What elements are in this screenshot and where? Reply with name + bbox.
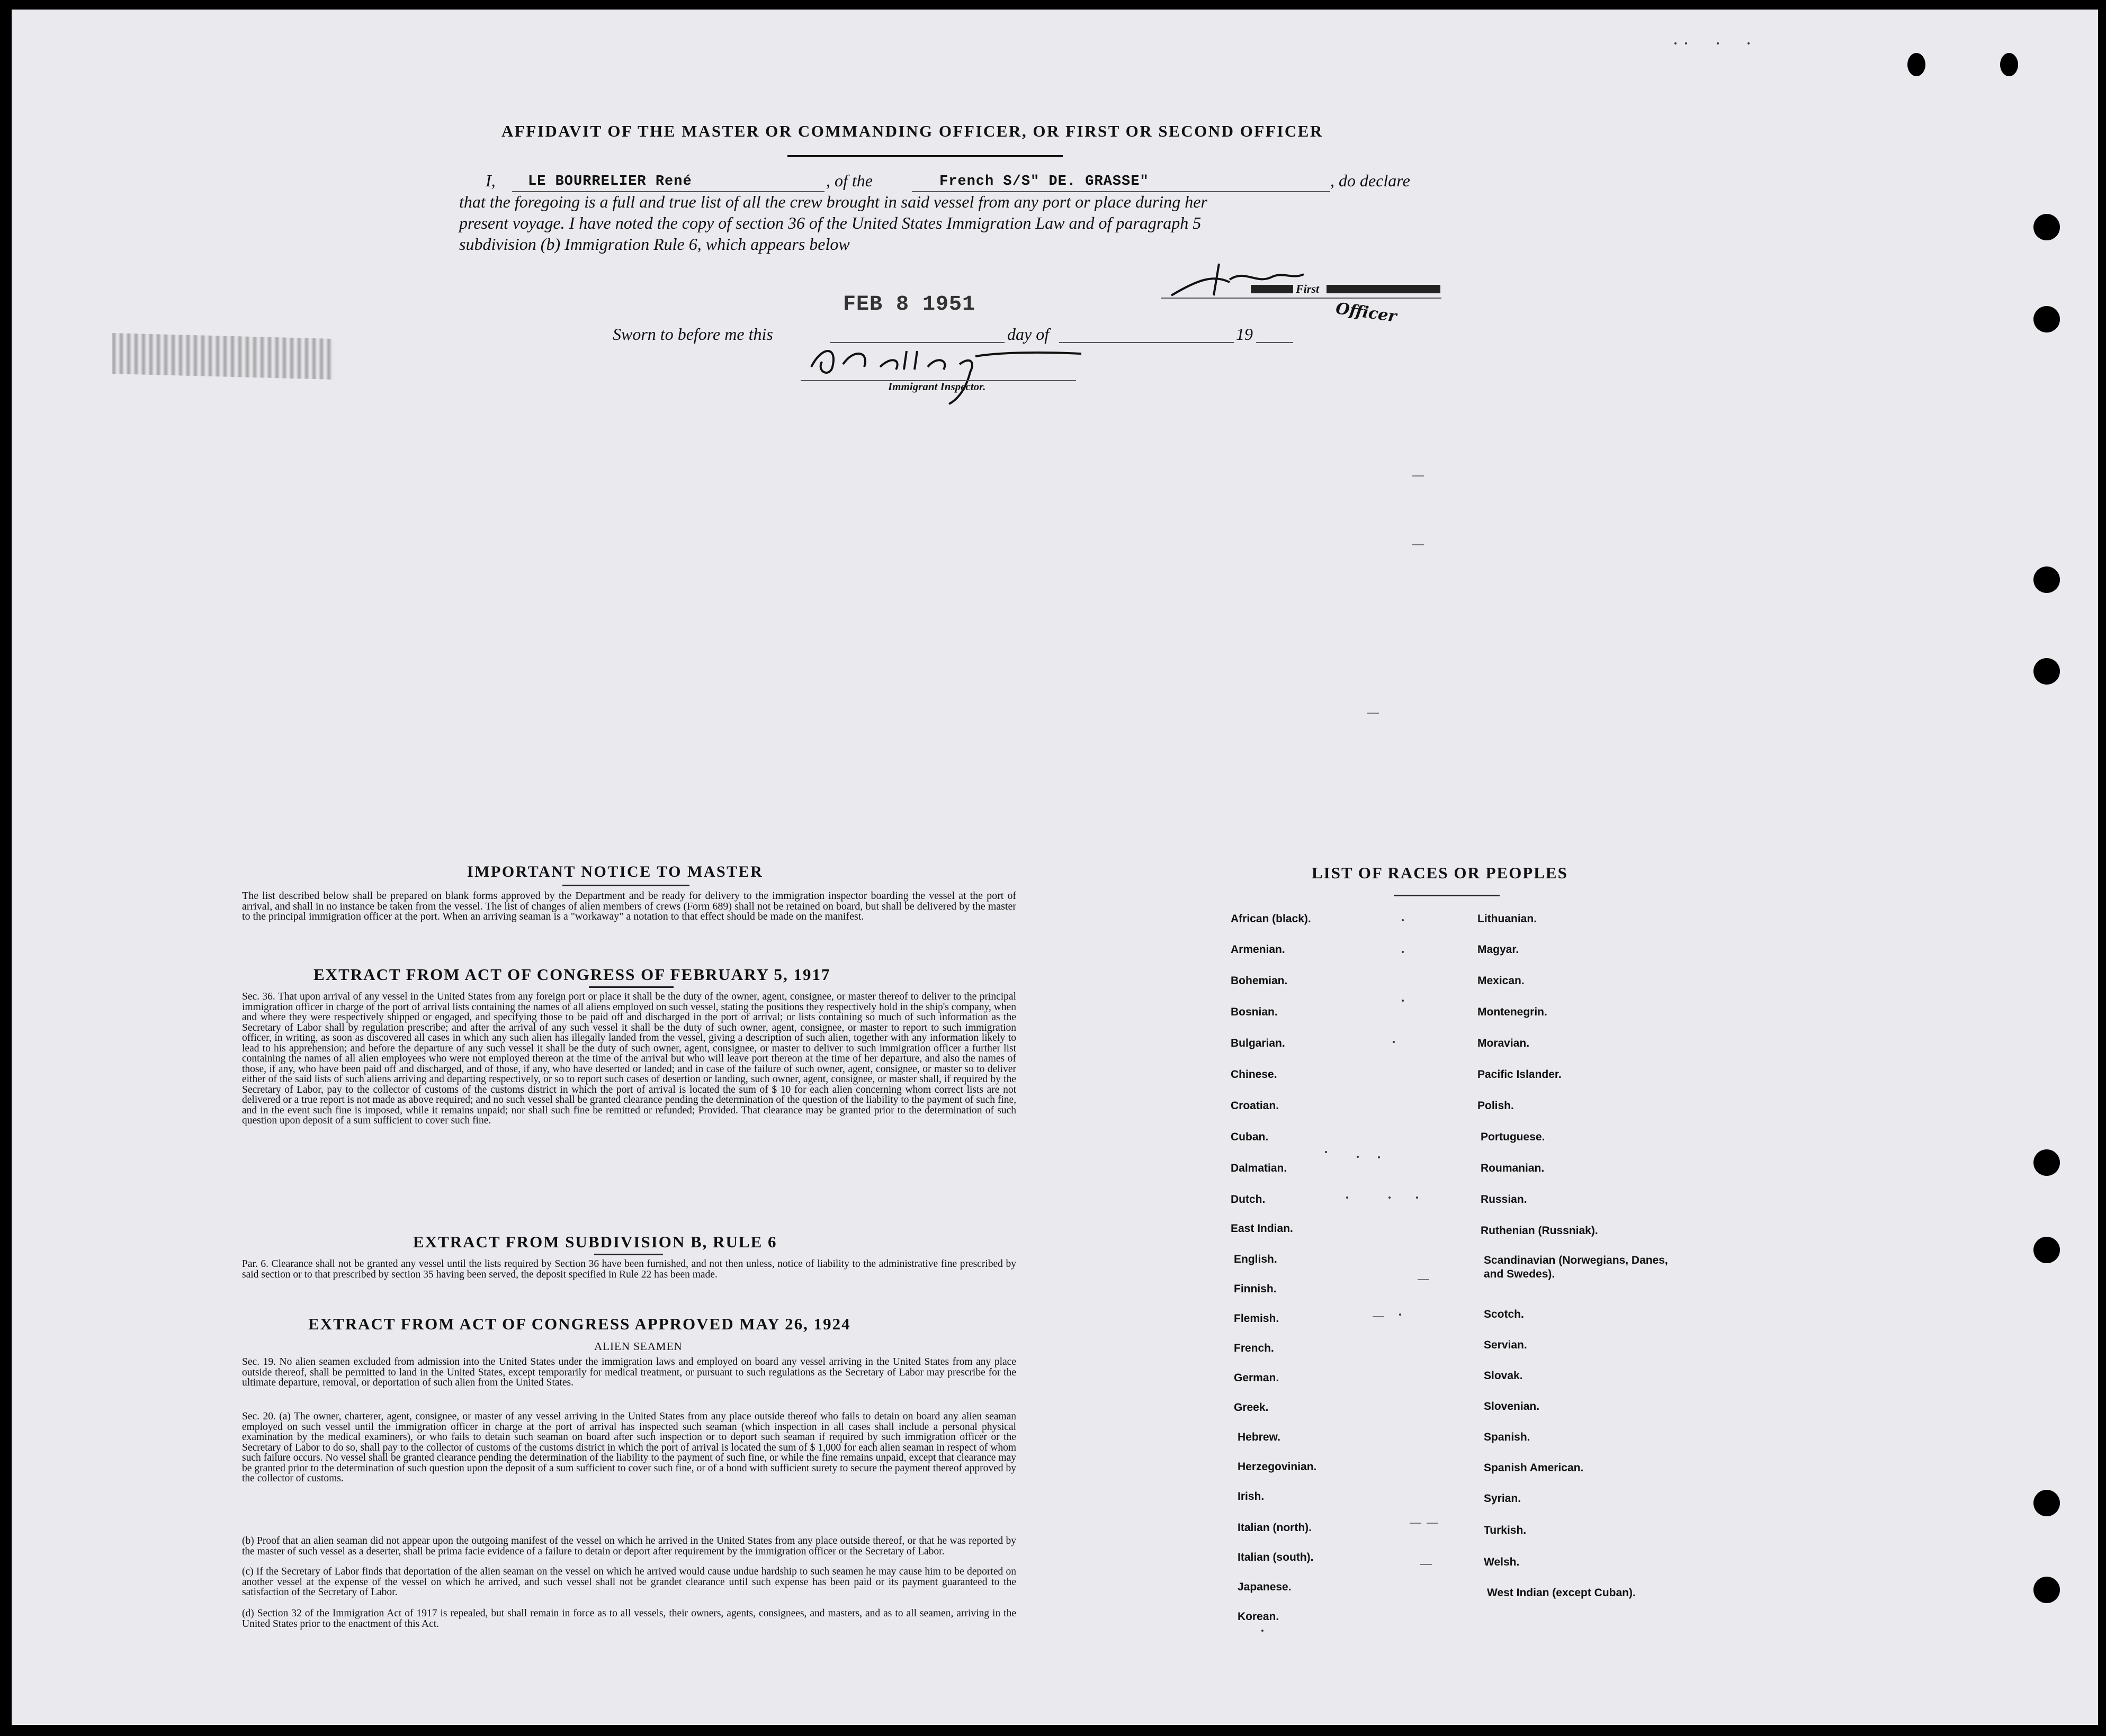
vessel-name-field: French S/S" DE. GRASSE" (939, 174, 1149, 190)
races-title: LIST OF RACES OR PEOPLES (1312, 863, 1568, 882)
race-left-item: Greek. (1234, 1401, 1269, 1414)
document-sheet (12, 10, 2098, 1725)
race-right-item: Portuguese. (1481, 1131, 1545, 1143)
race-left-item: Irish. (1238, 1490, 1265, 1503)
notice-underline (562, 885, 689, 886)
race-right-item: Syrian. (1484, 1492, 1521, 1505)
stray-dot (1747, 42, 1750, 44)
race-left-item: Cuban. (1231, 1131, 1269, 1143)
sec-20c-body: (c) If the Secretary of Labor finds that deportation of the alien seaman on the vessel on which he arrived would cause undue hardship to such seamen he may cause him to be deported on another vessel at the expense of the vessel on which he arrived, and such vessel shall not be grandet clearance until such expense has been paid or its payment guaranteed to the satisfaction of the Secretary of Labor. (242, 1566, 1016, 1598)
do-declare-text: , do declare (1330, 171, 1410, 190)
punch-hole (2033, 306, 2060, 332)
race-left-item: Korean. (1238, 1611, 1279, 1623)
stray-dot (1357, 1156, 1359, 1158)
race-left-item: English. (1234, 1253, 1277, 1265)
sec-20b-body: (b) Proof that an alien seaman did not appear upon the outgoing manifest of the vessel on which he arrived in the United States from any place outside thereof, or that he was reported by the master of such vessel as a deserter, shall be prima facie evidence of a failure to detain or deport after requirement by the immigration officer or the Secretary of Labor. (242, 1535, 1016, 1557)
race-left-item: Herzegovinian. (1238, 1461, 1317, 1473)
punch-hole (2000, 53, 2018, 76)
year-rule (1256, 342, 1293, 343)
race-right-item: Pacific Islander. (1477, 1068, 1562, 1081)
stray-dot (1261, 1630, 1263, 1632)
race-left-item: Bosnian. (1231, 1006, 1278, 1018)
race-left-item: French. (1234, 1342, 1274, 1354)
faint-marks (112, 327, 335, 385)
stray-dot (1325, 1151, 1327, 1153)
alien-seamen-subtitle: ALIEN SEAMEN (594, 1340, 683, 1353)
race-right-item: Roumanian. (1481, 1162, 1545, 1174)
stray-dot (1402, 951, 1404, 953)
of-the-text: , of the (826, 171, 873, 190)
affidavit-i: I, (486, 171, 496, 190)
race-right-item: Servian. (1484, 1339, 1527, 1351)
race-left-item: Croatian. (1231, 1100, 1279, 1112)
sworn-text: Sworn to before me this (613, 325, 773, 344)
race-right-item: Slovenian. (1484, 1400, 1540, 1413)
extract-2-body: Par. 6. Clearance shall not be granted any vessel until the lists required by Section 36 have been furnished, and not then unless, notice of liability to the administrative fine prescribed by said section or to that prescribed by section 35 having been served, the deposit specified in Rule 22 has been made. (242, 1258, 1016, 1280)
day-of-text: day of (1007, 325, 1050, 344)
race-left-item: Finnish. (1234, 1283, 1277, 1295)
affidavit-line-4: subdivision (b) Immigration Rule 6, which appears below (459, 235, 850, 254)
race-right-item: Turkish. (1484, 1524, 1527, 1536)
race-left-item: Italian (north). (1238, 1522, 1312, 1534)
affidavit-line-2: that the foregoing is a full and true list of all the crew brought in said vessel from any port or place during her (459, 192, 1207, 211)
year-prefix-text: 19 (1236, 325, 1253, 344)
punch-hole (2033, 1237, 2060, 1263)
race-right-item: Scotch. (1484, 1308, 1524, 1320)
punch-hole (2033, 1149, 2060, 1176)
stray-dash (1412, 544, 1424, 545)
punch-hole (2033, 566, 2060, 593)
stray-dash (1367, 713, 1379, 714)
inspector-caption: Immigrant Inspector. (888, 380, 986, 393)
race-right-item: Ruthenian (Russniak). (1481, 1225, 1598, 1237)
stray-dash (1410, 1523, 1421, 1524)
sec-19-body: Sec. 19. No alien seamen excluded from admission into the United States under the immigration laws and employed on board any vessel arriving in the United States from any place outside thereof, shall be permitted to land in the United States, except temporarily for medical treatment, or pursuant to such regulations as the Secretary of Labor may prescribe for the ultimate departure, removal, or deportation of such alien from the United States. (242, 1356, 1016, 1388)
extract-2-title: EXTRACT FROM SUBDIVISION B, RULE 6 (413, 1233, 777, 1251)
race-right-item: Slovak. (1484, 1370, 1523, 1382)
stray-dot (1717, 42, 1719, 44)
notice-intro: The list described below shall be prepared on blank forms approved by the Department and be ready for delivery to the immigration inspector boarding the vessel at the port of arrival, and shall in no instance be taken from the vessel. The list of changes of alien members of crews (Form 689) shall not be retained on board, but shall be delivered by the master to the principal immigration officer at the port. When an arriving seaman is a "workaway" a notation to that effect should be made on the manifest. (242, 890, 1016, 922)
race-right-item: Russian. (1481, 1193, 1527, 1206)
stray-dash (1373, 1316, 1384, 1317)
stray-dash (1420, 1564, 1432, 1565)
race-left-item: Italian (south). (1238, 1551, 1314, 1563)
race-left-item: Japanese. (1238, 1581, 1292, 1593)
race-left-item: Flemish. (1234, 1312, 1279, 1325)
struck-out-title (1327, 285, 1440, 293)
races-underline (1394, 895, 1500, 896)
stray-dot (1378, 1156, 1380, 1158)
race-right-item: Mexican. (1477, 975, 1525, 987)
stray-dot (1399, 1314, 1401, 1316)
race-right-item: Moravian. (1477, 1037, 1530, 1049)
race-right-item: Spanish. (1484, 1431, 1530, 1443)
stray-dot (1416, 1197, 1418, 1199)
race-left-item: Bulgarian. (1231, 1037, 1285, 1049)
race-left-item: Dalmatian. (1231, 1162, 1287, 1174)
race-left-item: East Indian. (1231, 1222, 1293, 1235)
race-left-item: German. (1234, 1372, 1279, 1384)
punch-hole (2033, 1577, 2060, 1603)
race-right-item: Lithuanian. (1477, 913, 1537, 925)
date-stamp: FEB 8 1951 (843, 293, 976, 317)
race-left-item: African (black). (1231, 913, 1311, 925)
extract-1-underline (589, 986, 674, 988)
stray-dot (1402, 919, 1404, 921)
race-right-item: Scandinavian (Norwegians, Danes, and Swedes). (1484, 1254, 1668, 1280)
stray-dot (1674, 42, 1677, 44)
sec-20d-body: (d) Section 32 of the Immigration Act of 1917 is repealed, but shall remain in force as to all vessels, their owners, agents, consignees, and masters, and as to all seamen, arriving in the United States prior to the enactment of this Act. (242, 1608, 1016, 1630)
race-right-item: Welsh. (1484, 1556, 1520, 1568)
master-name-field: LE BOURRELIER René (528, 174, 692, 190)
race-left-item: Chinese. (1231, 1068, 1277, 1081)
punch-hole (1907, 53, 1925, 76)
notice-title: IMPORTANT NOTICE TO MASTER (467, 863, 764, 880)
punch-hole (2033, 658, 2060, 685)
race-left-item: Bohemian. (1231, 975, 1288, 987)
extract-2-underline (594, 1254, 663, 1255)
sec-20a-body: Sec. 20. (a) The owner, charterer, agent, consignee, or master of any vessel arriving in the United States from any place outside thereof who fails to detain on board any alien seaman employed on such vessel until the immigration officer in charge at the port of arrival has inspected such seaman (which inspection in all cases shall include a personal physical examination by the medical examiners), or who fails to detain such seaman on board after such inspection or to deport such seaman if required by such immigration officer or the Secretary of Labor to do so, shall pay to the collector of customs of the customs district in which the port of arrival is located the sum of $ 1,000 for each alien seaman in respect of whom such failure occurs. No vessel shall be granted clearance pending the determination of the liability to the payment of such fine, or while the fine remains unpaid, except that clearance may be granted prior to the determination of such question upon the deposit of a sum sufficient to cover such fine, or of a bond with sufficient surety to secure the payment thereof approved by the collector of customs. (242, 1411, 1016, 1484)
punch-hole (2033, 214, 2060, 240)
stray-dot (1402, 1000, 1404, 1002)
title-underline (787, 155, 1063, 157)
race-right-item: Montenegrin. (1477, 1006, 1547, 1018)
stray-dot (1388, 1197, 1391, 1199)
extract-3-title: EXTRACT FROM ACT OF CONGRESS APPROVED MAY 26, 1924 (308, 1315, 851, 1333)
affidavit-line-3: present voyage. I have noted the copy of section 36 of the United States Immigration Law and of paragraph 5 (459, 213, 1202, 232)
stray-dash (1418, 1279, 1429, 1280)
first-officer-printed: First (1296, 282, 1320, 295)
stray-dash (1412, 475, 1424, 476)
stray-dot (1393, 1041, 1395, 1043)
inspector-signature (801, 335, 1145, 409)
struck-out-title (1251, 285, 1293, 293)
stray-dash (1427, 1523, 1438, 1524)
affidavit-line-1 (486, 171, 496, 191)
extract-1-body: Sec. 36. That upon arrival of any vessel in the United States from any foreign port or place it shall be the duty of the owner, agent, consignee, or master thereof to deliver to the principal immigration officer in charge of the port of arrival lists containing the names of all aliens employed on such vessel, stating the positions they respectively hold in the ship's company, when and where they were respectively shipped or engaged, and specifying those to be paid off and discharged in the port of arrival; or lists containing so much of such information as the Secretary of Labor shall by regulation prescribe; and after the arrival of any such vessel it shall be the duty of such owner, agent, consignee, or master to report to such immigration officer, in writing, as soon as discovered all cases in which any such alien has illegally landed from the vessel, giving a description of such alien, together with any information likely to lead to his apprehension; and before the departure of any such vessel it shall be the duty of such owner, agent, consignee, or master to deliver to such immigration officer a further list containing the names of all alien employees who were not employed thereon at the time of the arrival but who will leave port thereon at the time of her departure, and also the names of those, if any, who have been paid off and discharged, and of those, if any, who have deserted or landed; and in case of the failure of such owner, agent, consignee, or master so to deliver either of the said lists of such aliens arriving and departing respectively, or so to report such cases of desertion or landing, such owner, agent, consignee, or master shall, if required by the Secretary of Labor, pay to the collector of customs of the customs district in which the port of arrival is located the sum of $ 10 for each alien concerning whom correct lists are not delivered or a true report is not made as above required; and no such vessel shall be granted clearance pending the determination of the question of the liability to the payment of such fine, and in the event such fine is imposed, while it remains unpaid; nor shall such fine be remitted or refunded; Provided. That clearance may be granted prior to the determination of such question upon deposit of a sum sufficient to cover such fine. (242, 991, 1017, 1126)
race-left-item: Hebrew. (1238, 1431, 1280, 1443)
officer-handwritten: Officer (1334, 299, 1398, 326)
race-right-item: West Indian (except Cuban). (1487, 1587, 1636, 1599)
officer-rule (1161, 298, 1441, 299)
stray-dot (1685, 42, 1687, 44)
stray-dot (1346, 1197, 1348, 1199)
affidavit-title: AFFIDAVIT OF THE MASTER OR COMMANDING OFFICER, OR FIRST OR SECOND OFFICER (501, 122, 1323, 140)
extract-1-title: EXTRACT FROM ACT OF CONGRESS OF FEBRUARY 5, 1917 (313, 965, 831, 984)
race-right-item: Polish. (1477, 1100, 1514, 1112)
race-right-item: Magyar. (1477, 943, 1519, 956)
race-left-item: Armenian. (1231, 943, 1285, 956)
race-left-item: Dutch. (1231, 1193, 1266, 1206)
punch-hole (2033, 1490, 2060, 1516)
race-right-item: Spanish American. (1484, 1462, 1584, 1474)
